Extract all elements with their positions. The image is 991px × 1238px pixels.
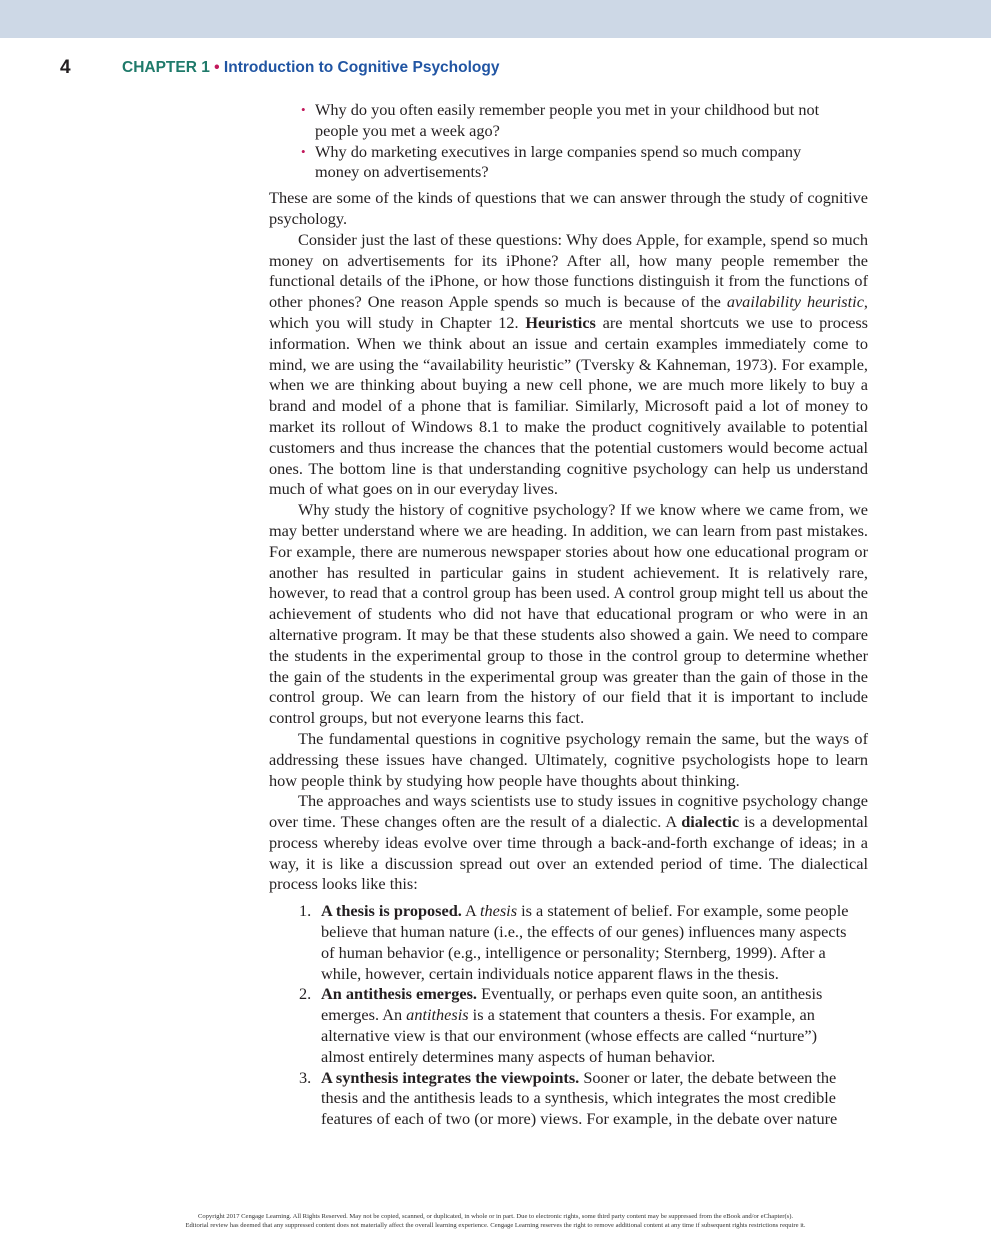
separator-dot: • <box>214 59 220 76</box>
paragraph: These are some of the kinds of questions that we can answer through the study of cognitive psychology. <box>269 188 868 228</box>
copyright-footer <box>0 1212 991 1230</box>
bullet-item <box>301 141 868 184</box>
body-text <box>269 100 868 1130</box>
bullet-text: Why do marketing executives in large companies spend so much company money on advertisements? <box>315 141 802 182</box>
item-heading: A thesis is proposed. <box>321 901 462 921</box>
numbered-item: 1. A thesis is proposed. A thesis is a statement of belief. For example, some people believe that human nature (i.e., the effects of our genes) influences many aspects of human behavior (e.g., intelligence or personality; Sternberg, 1999). After a while, however, certain individuals notice apparent flaws in the thesis. <box>299 901 849 983</box>
paragraph: The fundamental questions in cognitive psychology remain the same, but the ways of addressing these issues have changed. Ultimately, cognitive psychologists hope to learn how people think by studying how people have thoughts about thinking. <box>269 728 868 790</box>
item-number: 3. <box>299 1067 312 1087</box>
top-color-band <box>0 0 991 38</box>
key-term: Heuristics <box>525 312 596 332</box>
footer-line: Copyright 2017 Cengage Learning. All Rights Reserved. May not be copied, scanned, or duplicated, in whole or in part. Due to electronic rights, some third party content may be suppressed from the eBook and/or eChapter(s). <box>197 1213 794 1220</box>
running-head <box>122 59 499 77</box>
page-number: 4 <box>60 57 71 78</box>
numbered-item: 3. A synthesis integrates the viewpoints. Sooner or later, the debate between the thesis and the antithesis leads to a synthesis, which integrates the most credible features of each of two (or more) views. For example, in the debate over nature <box>299 1067 838 1129</box>
paragraph: The approaches and ways scientists use to study issues in cognitive psychology change over time. These changes often are the result of a dialectic. A dialectic is a developmental process whereby ideas evolve over time through a back-and-forth exchange of ideas; in a way, it is like a discussion spread out over an extended period of time. The dialectical process looks like this: <box>269 791 868 894</box>
italic-term: thesis <box>479 901 518 921</box>
italic-term: availability heuristic <box>726 292 864 312</box>
chapter-title: Introduction to Cognitive Psychology <box>223 59 500 76</box>
bullet-icon: • <box>301 143 306 159</box>
item-heading: An antithesis emerges. <box>321 984 478 1004</box>
paragraph: Consider just the last of these questions: Why does Apple, for example, spend so much money on advertisements for its iPhone? After all, how many people remember the functional details of the iPhone, or how those functions distinguish it from the functions of other phones? One reason Apple spends so much is because of the availability heuristic, which you will study in Chapter 12. Heuristics are mental shortcuts we use to process information. When we think about an issue and certain examples immediately come to mind, we are using the “availability heuristic” (Tversky & Kahneman, 1973). For example, when we are thinking about buying a new cell phone, we are much more likely to buy a brand and model of a phone that is familiar. Similarly, Microsoft paid a lot of money to market its rollout of Windows 8.1 to make the product cognitively available to potential customers and thus increase the chances that the potential customers would become actual ones. The bottom line is that understanding cognitive psychology can help us understand much of what goes on in our everyday lives. <box>269 229 868 499</box>
bullet-icon: • <box>301 102 306 117</box>
paragraph: Why study the history of cognitive psychology? If we know where we came from, we may better understand where we are heading. In addition, we can learn from past mistakes. For example, there are numerous newspaper stories about how one educational program or another has resulted in particular gains in student achievement. It is relatively rare, however, to read that a control group has been used. A control group might tell us about the achievement of students who did not have that educational program or who were in an alternative program. It may be that these students also showed a gain. We need to compare the students in the experimental group to those in the control group to determine whether the gain of the students in the experimental group was greater than the gain of those in the control group. We can learn from the history of our field that it is important to include control groups, but not everyone learns this fact. <box>269 500 868 728</box>
key-term: dialectic <box>681 812 740 832</box>
numbered-list <box>269 901 868 1130</box>
bullet-text: Why do you often easily remember people you met in your childhood but not people you met a week ago? <box>315 100 820 140</box>
item-number: 1. <box>299 901 312 921</box>
numbered-item: 2. An antithesis emerges. Eventually, or perhaps even quite soon, an antithesis emerges. An antithesis is a statement that counters a thesis. For example, an alternative view is that our environment (whose effects are called “nurture”) almost entirely determines many aspects of human behavior. <box>299 984 823 1066</box>
bullet-list <box>269 100 868 183</box>
bullet-item <box>301 100 868 142</box>
item-number: 2. <box>299 984 312 1004</box>
footer-line: Editorial review has deemed that any suppressed content does not materially affect the overall learning experience. Cengage Learning reserves the right to remove additional content at any time if subsequent rights restrictions require it. <box>185 1222 806 1229</box>
chapter-label: CHAPTER 1 <box>122 59 210 76</box>
italic-term: antithesis <box>406 1005 469 1025</box>
item-heading: A synthesis integrates the viewpoints. <box>321 1067 580 1087</box>
